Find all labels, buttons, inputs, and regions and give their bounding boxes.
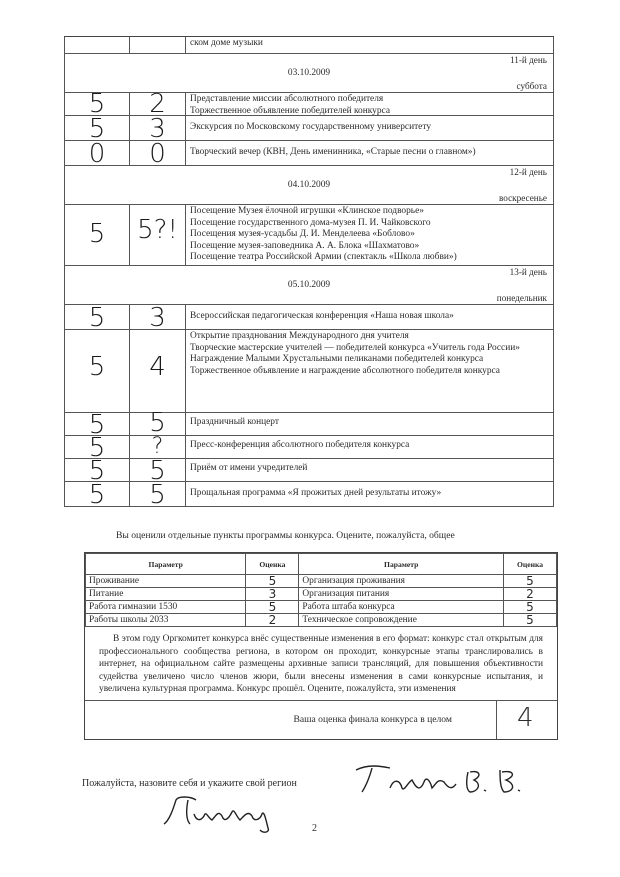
schedule-row <box>64 456 554 486</box>
event-text: Представление миссии абсолютного победителя Торжественное объявление победителей конкурса <box>186 93 554 115</box>
handwritten-score: 5 <box>88 410 106 440</box>
handwritten-score: 0 <box>149 139 166 169</box>
day-header <box>64 166 554 205</box>
day-weekday: суббота <box>516 81 547 91</box>
schedule-table <box>64 36 554 510</box>
score-header: Оценка <box>504 554 557 575</box>
score-header: Оценка <box>246 554 299 575</box>
handwritten-score: 5 <box>149 456 166 486</box>
day-date: 05.10.2009 <box>287 280 331 290</box>
final-rating-row <box>85 701 557 739</box>
param-label: Питание <box>86 588 246 601</box>
day-number: 12-й день <box>509 167 547 177</box>
event-text: Праздничный концерт <box>186 413 554 435</box>
score-field[interactable]: 5 <box>246 575 299 588</box>
param-label: Организация проживания <box>299 575 504 588</box>
handwritten-score: 2 <box>149 89 166 119</box>
handwritten-score: 5?! <box>137 215 178 245</box>
handwritten-score: 5 <box>88 480 106 510</box>
schedule-row <box>64 114 554 144</box>
handwritten-score: 4 <box>149 352 166 382</box>
param-label: Проживание <box>86 575 246 588</box>
schedule-row <box>64 303 554 333</box>
param-label: Работа гимназии 1530 <box>86 601 246 614</box>
score-field[interactable]: 5 <box>246 601 299 614</box>
score-field[interactable]: 5 <box>504 601 557 614</box>
schedule-row <box>64 89 554 119</box>
score-field[interactable]: 2 <box>246 614 299 627</box>
event-text: Открытие празднования Международного дня учителя Творческие мастерские учителей — победителей конкурса «Учитель года России» Награждение Малыми Хрустальными пеликанами победителей конкурса Торжественное объявление и награждение абсолютного победителя конкурса <box>186 330 554 412</box>
rating-row <box>86 601 557 614</box>
final-rating-field[interactable] <box>496 701 557 739</box>
event-text: ском доме музыки <box>186 37 554 53</box>
handwritten-score: 5 <box>88 352 106 382</box>
day-number: 13-й день <box>509 267 547 277</box>
day-number: 11-й день <box>510 55 547 65</box>
changes-description: В этом году Оргкомитет конкурса внёс существенные изменения в его формат: конкурс стал открытым для профессионального сообщества региона, в котором он проходит, конкурсные этапы транслировались в интернет, на официальном сайте размещены архивные записи трансляций, для повышения объективности судейства увеличено число членов жюри, были внесены изменения в сами конкурсные испытания, и увеличена культурная программа. Конкурс прошёл. Оцените, пожалуйста, эти изменения <box>85 627 557 701</box>
final-rating-value: 4 <box>517 702 534 733</box>
event-text: Пресс-конференция абсолютного победителя конкурса <box>186 436 554 458</box>
rating-row <box>86 575 557 588</box>
schedule-row <box>64 205 554 266</box>
score-field[interactable]: 2 <box>504 588 557 601</box>
event-text: Приём от имени учредителей <box>186 459 554 481</box>
score-field[interactable]: 5 <box>504 614 557 627</box>
param-label: Работы школы 2033 <box>86 614 246 627</box>
rating-row <box>86 614 557 627</box>
event-text: Посещение Музея ёлочной игрушки «Клинское подворье» Посещение государственного дома-музея П. И. Чайковского Посещения музея-усадьбы Д. И. Менделеева «Боблово» Посещение музея-заповедника А. А. Блока «Шахматово» Посещение театра Российской Армии (спектакль «Школа любви») <box>186 205 554 265</box>
day-header <box>64 54 554 93</box>
event-text: Творческий вечер (КВН, День именинника, «Старые песни о главном») <box>186 141 554 165</box>
schedule-row-fragment <box>64 37 554 54</box>
day-date: 03.10.2009 <box>287 68 331 78</box>
handwritten-score: 5 <box>88 303 106 333</box>
schedule-row <box>64 330 554 413</box>
param-header: Параметр <box>86 554 246 575</box>
param-label: Организация питания <box>299 588 504 601</box>
score-field[interactable]: 5 <box>504 575 557 588</box>
schedule-row <box>64 480 554 510</box>
day-weekday: понедельник <box>496 293 547 303</box>
event-text: Экскурсия по Московскому государственному университету <box>186 116 554 140</box>
schedule-row <box>64 408 554 440</box>
final-rating-label: Ваша оценка финала конкурса в целом <box>293 714 452 726</box>
schedule-row <box>64 433 554 463</box>
event-text: Прощальная программа «Я прожитых дней результаты итожу» <box>186 482 554 506</box>
handwritten-name-signature <box>350 762 540 798</box>
rating-prompt: Вы оценили отдельные пункты программы конкурса. Оцените, пожалуйста, общее <box>116 530 455 541</box>
handwritten-region-signature <box>160 790 290 834</box>
schedule-row <box>64 139 554 169</box>
day-date: 04.10.2009 <box>287 180 331 190</box>
day-weekday: воскресенье <box>499 193 547 203</box>
param-header: Параметр <box>299 554 504 575</box>
handwritten-score: 5 <box>88 433 106 463</box>
rating-table <box>84 552 558 740</box>
handwritten-score: 5 <box>88 456 106 486</box>
handwritten-score: 5 <box>149 480 166 510</box>
page-number: 2 <box>312 823 317 834</box>
handwritten-score: 5 <box>88 89 106 119</box>
name-region-prompt: Пожалуйста, назовите себя и укажите свой регион <box>82 778 297 789</box>
handwritten-score: 3 <box>149 114 166 144</box>
param-label: Работа штаба конкурса <box>299 601 504 614</box>
handwritten-score: 5 <box>88 114 106 144</box>
event-text: Всероссийская педагогическая конференция «Наша новая школа» <box>186 305 554 329</box>
handwritten-score: 0 <box>88 139 106 169</box>
handwritten-score: 3 <box>149 303 166 333</box>
score-field[interactable]: 3 <box>246 588 299 601</box>
handwritten-score: 5 <box>149 408 166 438</box>
handwritten-score: ? <box>151 434 164 459</box>
param-label: Техническое сопровождение <box>299 614 504 627</box>
handwritten-score: 5 <box>88 219 106 249</box>
rating-row <box>86 588 557 601</box>
day-header <box>64 266 554 305</box>
